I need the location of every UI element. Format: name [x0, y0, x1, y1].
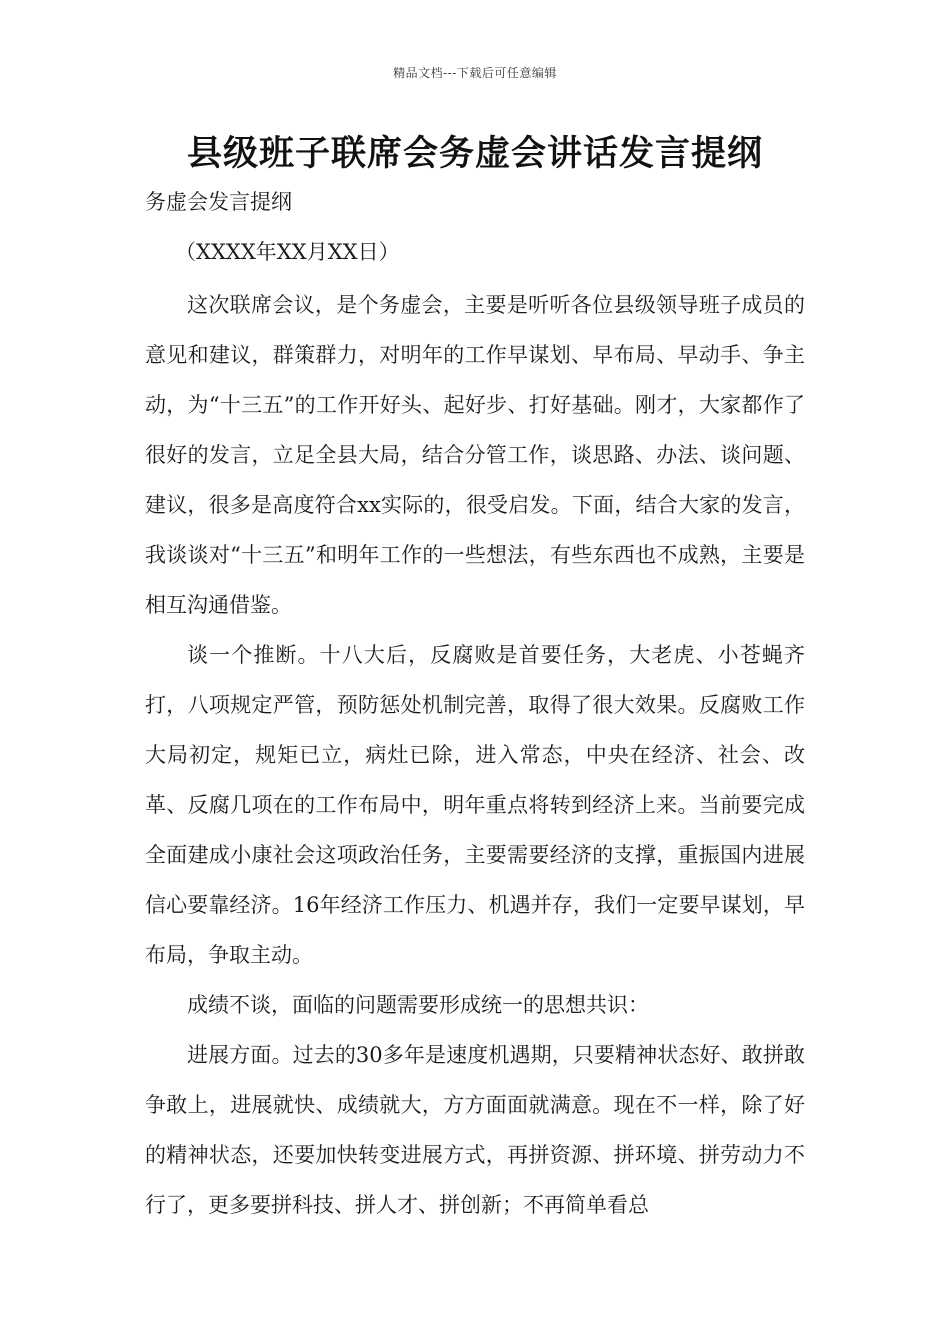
paragraph-judgment: 谈一个推断。十八大后，反腐败是首要任务，大老虎、小苍蝇齐打，八项规定严管，预防惩处机制完善，取得了很大效果。反腐败工作大局初定，规矩已立，病灶已除，进入常态，中央在经济、社会、改革、反腐几项在的工作布局中，明年重点将转到经济上来。当前要完成全面建成小康社会这项政治任务，主要需要经济的支撑，重振国内进展信心要靠经济。16年经济工作压力、机遇并存，我们一定要早谋划，早布局，争取主动。: [145, 643, 805, 967]
paragraph-development: 进展方面。过去的30多年是速度机遇期，只要精神状态好、敢拼敢争敢上，进展就快、成绩就大，方方面面就满意。现在不一样，除了好的精神状态，还要加快转变进展方式，再拼资源、拼环境、拼劳动力不行了，更多要拼科技、拼人才、拼创新；不再简单看总: [145, 1043, 805, 1217]
paragraph-consensus: 成绩不谈，面临的问题需要形成统一的思想共识：: [187, 993, 649, 1017]
paragraph-intro: 这次联席会议，是个务虚会，主要是听听各位县级领导班子成员的意见和建议，群策群力，对明年的工作早谋划、早布局、早动手、争主动，为“十三五”的工作开好头、起好步、打好基础。刚才，大家都作了很好的发言，立足全县大局，结合分管工作，谈思路、办法、谈问题、建议，很多是高度符合xx实际的，很受启发。下面，结合大家的发言，我谈谈对“十三五”和明年工作的一些想法，有些东西也不成熟，主要是相互沟通借鉴。: [145, 293, 805, 617]
body-text: [145, 280, 805, 1230]
date-line: （XXXX年XX月XX日）: [175, 240, 400, 264]
header-note: 精品文档---下载后可任意编辑: [393, 66, 557, 80]
document-subtitle: 务虚会发言提纲: [145, 190, 292, 214]
document-title: 县级班子联席会务虚会讲话发言提纲: [186, 133, 763, 174]
